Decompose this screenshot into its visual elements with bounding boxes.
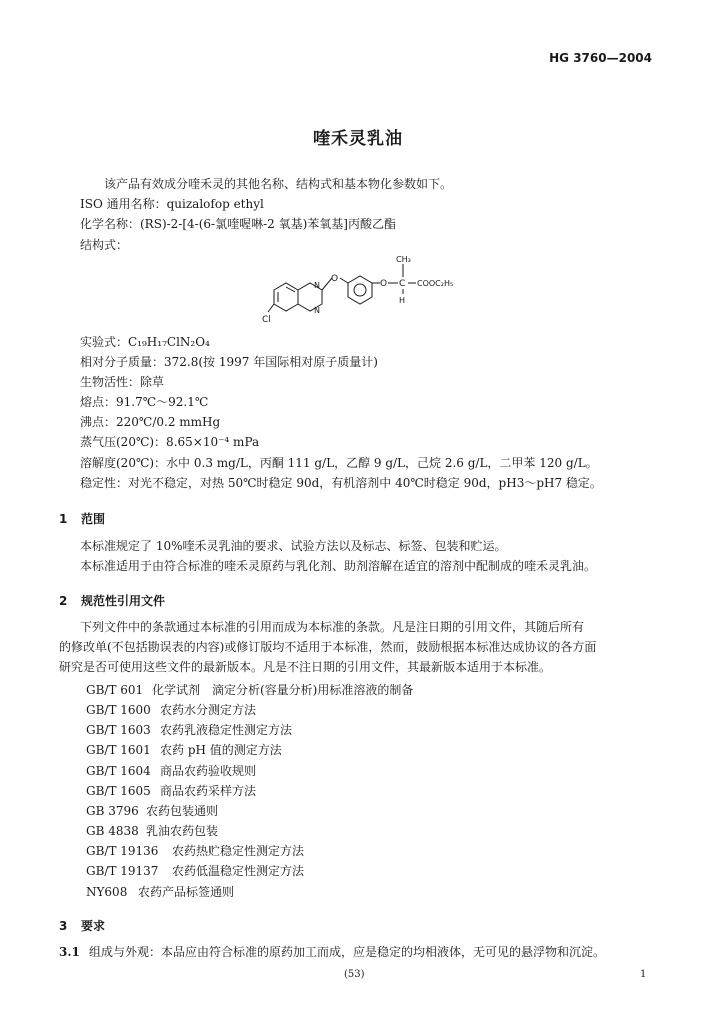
phenyl-ring — [348, 276, 372, 304]
reference-item: NY608 农药产品标签通则 — [86, 885, 235, 899]
section-3-heading: 3 要求 — [59, 919, 106, 933]
page-number: 1 — [640, 969, 647, 980]
empirical-formula: 实验式：C₁₉H₁₇ClN₂O₄ — [80, 335, 210, 349]
section-1-heading: 1 范围 — [59, 512, 106, 526]
h-atom: H — [399, 296, 406, 305]
chemical-name: 化学名称：(RS)-2-[4-(6-氯喹喔啉-2 氧基)苯氧基]丙酸乙酯 — [80, 217, 396, 231]
section-1-para-1: 本标准规定了 10%喹禾灵乳油的要求、试验方法以及标志、标签、包装和贮运。 — [80, 539, 507, 553]
reference-item: GB/T 1603 农药乳液稳定性测定方法 — [86, 723, 293, 737]
n-atom-bottom: N — [314, 306, 320, 315]
structural-formula — [262, 250, 494, 330]
molecular-mass: 相对分子质量：372.8(按 1997 年国际相对原子质量计) — [80, 355, 378, 369]
methyl-group: CH₃ — [396, 255, 411, 264]
boiling-point: 沸点：220℃/0.2 mmHg — [80, 415, 221, 429]
cl-atom: Cl — [262, 315, 271, 325]
o-atom-ether2: O — [380, 279, 388, 289]
intro-lead: 该产品有效成分喹禾灵的其他名称、结构式和基本物化参数如下。 — [104, 177, 453, 191]
section-2-heading: 2 规范性引用文件 — [59, 594, 166, 608]
chiral-carbon: C — [399, 279, 406, 289]
reference-item: GB 4838 乳油农药包装 — [86, 824, 219, 838]
reference-item: GB/T 601 化学试剂 滴定分析(容量分析)用标准溶液的制备 — [86, 683, 414, 697]
section-1-para-2: 本标准适用于由符合标准的喹禾灵原药与乳化剂、助剂溶解在适宜的溶剂中配制成的喹禾灵乳油。 — [80, 559, 597, 573]
o-atom-ether1: O — [331, 274, 339, 284]
page-code: (53) — [344, 969, 365, 980]
section-2-para-line-3: 研究是否可使用这些文件的最新版本。凡是不注日期的引用文件，其最新版本适用于本标准。 — [59, 660, 552, 674]
bio-activity: 生物活性：除草 — [80, 375, 165, 389]
reference-item: GB/T 19136 农药热贮稳定性测定方法 — [86, 844, 305, 858]
structure-label: 结构式： — [80, 238, 129, 252]
solubility: 溶解度(20℃)：水中 0.3 mg/L，丙酮 111 g/L，乙醇 9 g/L，己烷 2.6 g/L，二甲苯 120 g/L。 — [80, 456, 598, 470]
document-title: 喹禾灵乳油 — [313, 129, 403, 149]
iso-name: ISO 通用名称：quizalofop ethyl — [80, 197, 264, 211]
reference-item: GB/T 19137 农药低温稳定性测定方法 — [86, 864, 305, 878]
reference-item: GB/T 1600 农药水分测定方法 — [86, 703, 257, 717]
melting-point: 熔点：91.7℃～92.1℃ — [80, 395, 209, 409]
reference-item: GB 3796 农药包装通则 — [86, 804, 219, 818]
section-2-para-line-1: 下列文件中的条款通过本标准的引用而成为本标准的条款。凡是注日期的引用文件，其随后所有 — [80, 620, 585, 634]
stability: 稳定性：对光不稳定，对热 50℃时稳定 90d，有机溶剂中 40℃时稳定 90d，pH3～pH7 稳定。 — [80, 476, 602, 490]
reference-item: GB/T 1605 商品农药采样方法 — [86, 784, 257, 798]
vapor-pressure: 蒸气压(20℃)：8.65×10⁻⁴ mPa — [80, 435, 260, 449]
section-3-1: 3.1 组成与外观：本品应由符合标准的原药加工而成，应是稳定的均相液体，无可见的悬浮物和沉淀。 — [59, 945, 606, 959]
ester-group: COOC₂H₅ — [417, 279, 454, 288]
standard-number: HG 3760—2004 — [549, 51, 652, 65]
n-atom-top: N — [314, 281, 320, 290]
reference-item: GB/T 1604 商品农药验收规则 — [86, 764, 257, 778]
section-2-para-line-2: 的修改单(不包括勘误表的内容)或修订版均不适用于本标准，然而，鼓励根据本标准达成协议的各方面 — [59, 640, 597, 654]
reference-item: GB/T 1601 农药 pH 值的测定方法 — [86, 743, 282, 757]
